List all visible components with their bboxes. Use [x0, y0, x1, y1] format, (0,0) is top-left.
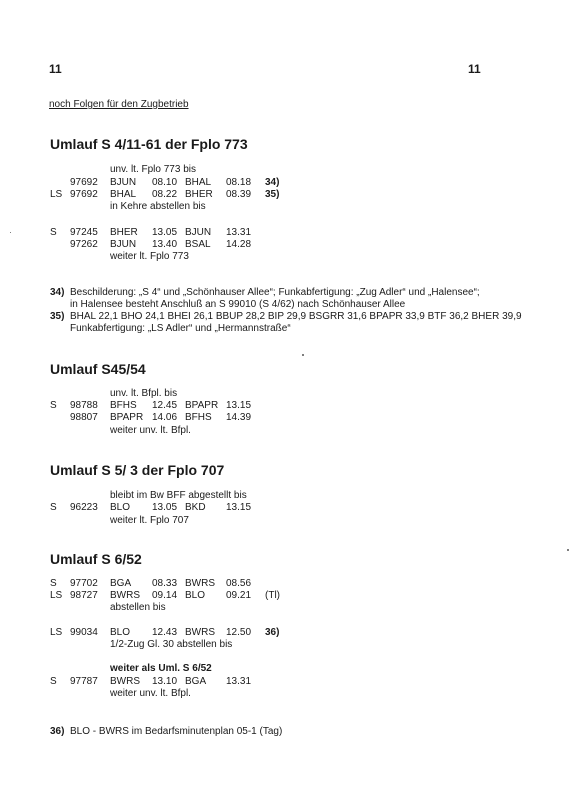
s6-weiter-line: weiter unv. lt. Bfpl. [110, 688, 191, 699]
footnote-36-text: BLO - BWRS im Bedarfsminutenplan 05-1 (Tag) [70, 726, 283, 737]
s6-r3-prefix: LS [50, 627, 63, 638]
s6-abstellen-line: abstellen bis [110, 602, 166, 613]
heading-umlauf-s45: Umlauf S45/54 [50, 361, 146, 377]
s6-r2-note: (Tl) [265, 590, 280, 601]
s6-r2-arr: 09.21 [226, 590, 252, 601]
heading-umlauf-s4: Umlauf S 4/11-61 der Fplo 773 [50, 136, 248, 152]
s4-weiter-line: weiter lt. Fplo 773 [110, 251, 189, 262]
heading-umlauf-s5: Umlauf S 5/ 3 der Fplo 707 [50, 462, 225, 478]
s6-r4-dep: 13.10 [152, 676, 178, 687]
s4-r3-train: 97245 [70, 227, 98, 238]
footnote-36-number: 36) [50, 726, 65, 737]
s45-r2-to: BFHS [185, 412, 212, 423]
s6-r4-to: BGA [185, 676, 207, 687]
footnote-35-line-1: BHAL 22,1 BHO 24,1 BHEI 26,1 BBUP 28,2 BIP 29,9 BSGRR 31,6 BPAPR 33,9 BTF 36,2 BHER 39,9 [70, 311, 522, 322]
s6-r2-prefix: LS [50, 590, 63, 601]
s4-r2-from: BHAL [110, 189, 137, 200]
s4-r4-train: 97262 [70, 239, 98, 250]
s5-r1-from: BLO [110, 502, 131, 513]
s5-r1-arr: 13.15 [226, 502, 252, 513]
s4-r2-arr: 08.39 [226, 189, 252, 200]
s5-r1-to: BKD [185, 502, 206, 513]
heading-umlauf-s6: Umlauf S 6/52 [50, 551, 142, 567]
s5-intro: bleibt im Bw BFF abgestellt bis [110, 490, 247, 501]
s6-r4-from: BWRS [110, 676, 140, 687]
footnote-34-line-1: Beschilderung: „S 4“ und „Schönhauser Allee“; Funkabfertigung: „Zug Adler“ und „Halensee“; [70, 287, 480, 298]
s4-intro: unv. lt. Fplo 773 bis [110, 164, 196, 175]
s6-r1-prefix: S [50, 578, 57, 589]
s45-r1-from: BFHS [110, 400, 137, 411]
s4-r4-from: BJUN [110, 239, 137, 250]
s45-weiter-line: weiter unv. lt. Bfpl. [110, 425, 191, 436]
scan-speck [567, 549, 569, 551]
footnote-35-line-2: Funkabfertigung: „LS Adler“ und „Hermannstraße“ [70, 323, 291, 334]
s4-r3-dep: 13.05 [152, 227, 178, 238]
s45-r2-from: BPAPR [110, 412, 144, 423]
s45-r1-arr: 13.15 [226, 400, 252, 411]
page-number-right: 11 [468, 62, 481, 76]
footnote-34-number: 34) [50, 287, 65, 298]
s6-r3-arr: 12.50 [226, 627, 252, 638]
footnote-34-line-2: in Halensee besteht Anschluß an S 99010 (S 4/62) nach Schönhauser Allee [70, 299, 406, 310]
s4-r3-to: BJUN [185, 227, 212, 238]
s6-r3-train: 99034 [70, 627, 98, 638]
s4-r2-prefix: LS [50, 189, 63, 200]
s6-r3-dep: 12.43 [152, 627, 178, 638]
s4-r1-dep: 08.10 [152, 177, 178, 188]
s4-r3-prefix: S [50, 227, 57, 238]
s6-r1-dep: 08.33 [152, 578, 178, 589]
s5-r1-dep: 13.05 [152, 502, 178, 513]
s6-r1-arr: 08.56 [226, 578, 252, 589]
s6-halbzug-line: 1/2-Zug Gl. 30 abstellen bis [110, 639, 233, 650]
s5-r1-train: 96223 [70, 502, 98, 513]
s6-r2-from: BWRS [110, 590, 140, 601]
s6-r1-from: BGA [110, 578, 132, 589]
s45-intro: unv. lt. Bfpl. bis [110, 388, 178, 399]
s5-weiter-line: weiter lt. Fplo 707 [110, 515, 189, 526]
s4-r1-from: BJUN [110, 177, 137, 188]
s4-r4-to: BSAL [185, 239, 211, 250]
s4-r1-note: 34) [265, 177, 280, 188]
scan-speck [302, 354, 304, 356]
s6-r3-to: BWRS [185, 627, 215, 638]
s6-r3-from: BLO [110, 627, 131, 638]
s4-r4-arr: 14.28 [226, 239, 252, 250]
s45-r1-prefix: S [50, 400, 57, 411]
s4-r2-dep: 08.22 [152, 189, 178, 200]
s6-r3-note: 36) [265, 627, 280, 638]
s6-r2-dep: 09.14 [152, 590, 178, 601]
s6-r1-train: 97702 [70, 578, 98, 589]
footnote-35-number: 35) [50, 311, 65, 322]
s6-r2-train: 98727 [70, 590, 98, 601]
s45-r1-dep: 12.45 [152, 400, 178, 411]
scan-speck [10, 232, 11, 233]
s45-r2-dep: 14.06 [152, 412, 178, 423]
s6-r2-to: BLO [185, 590, 206, 601]
s45-r1-train: 98788 [70, 400, 98, 411]
s4-r1-to: BHAL [185, 177, 212, 188]
s4-r3-arr: 13.31 [226, 227, 252, 238]
s6-r1-to: BWRS [185, 578, 215, 589]
s4-kehre-line: in Kehre abstellen bis [110, 201, 206, 212]
s6-r4-prefix: S [50, 676, 57, 687]
s45-r2-train: 98807 [70, 412, 98, 423]
s6-weiter-als-line: weiter als Uml. S 6/52 [110, 663, 212, 674]
s4-r2-note: 35) [265, 189, 280, 200]
s4-r2-to: BHER [185, 189, 213, 200]
s4-r1-arr: 08.18 [226, 177, 252, 188]
s4-r4-dep: 13.40 [152, 239, 178, 250]
s4-r3-from: BHER [110, 227, 138, 238]
page-number-left: 11 [49, 62, 62, 76]
s4-r1-train: 97692 [70, 177, 98, 188]
s45-r2-arr: 14.39 [226, 412, 252, 423]
s6-r4-arr: 13.31 [226, 676, 252, 687]
section-subheading: noch Folgen für den Zugbetrieb [49, 99, 189, 110]
s5-r1-prefix: S [50, 502, 57, 513]
s4-r2-train: 97692 [70, 189, 98, 200]
s6-r4-train: 97787 [70, 676, 98, 687]
s45-r1-to: BPAPR [185, 400, 219, 411]
